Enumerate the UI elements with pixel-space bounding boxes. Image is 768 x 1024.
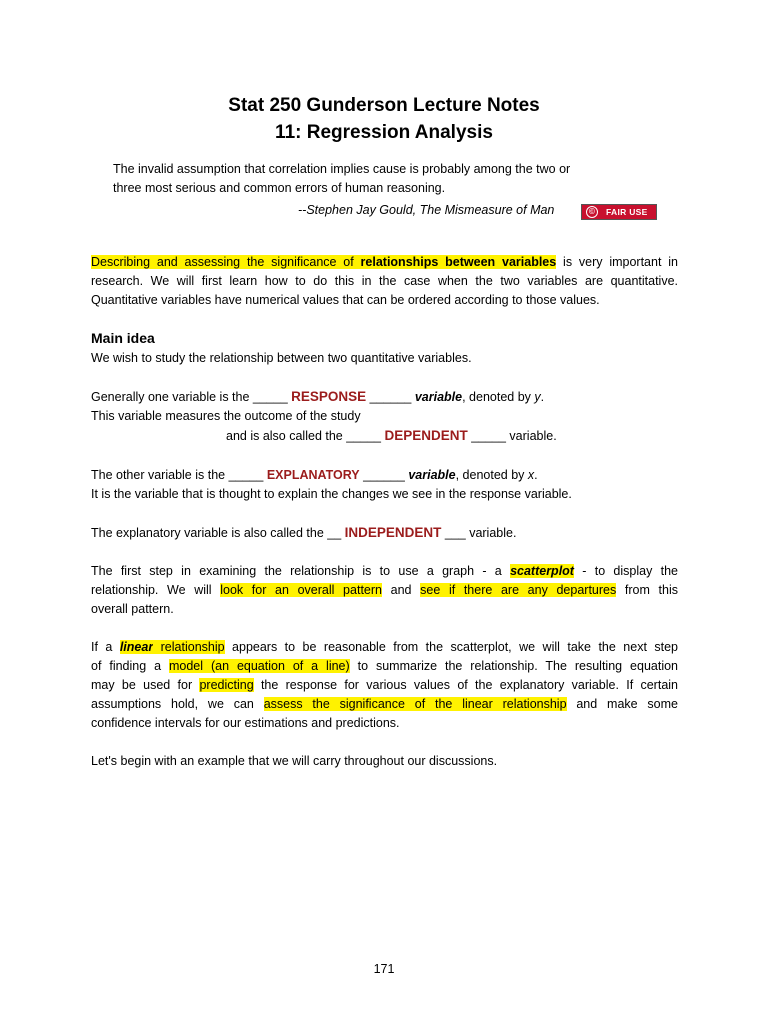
page-subtitle: 11: Regression Analysis (275, 122, 493, 143)
linear-line-2: of finding a model (an equation of a line) to summarize the relationship. The resulting equation (91, 659, 679, 673)
copyright-icon: © (586, 206, 598, 218)
quote-line-2: three most serious and common errors of human reasoning. (113, 181, 446, 195)
linear-line-3: may be used for predicting the response for various values of the explanatory variable. If certain (91, 678, 678, 692)
fair-use-badge (581, 204, 657, 220)
linear-line-1: If a linear relationship appears to be reasonable from the scatterplot, we will take the next step (91, 640, 678, 654)
independent-line: The explanatory variable is also called the __ INDEPENDENT ___ variable. (91, 525, 517, 540)
independent-term: INDEPENDENT (344, 525, 442, 540)
intro-line-1: Describing and assessing the significance of relationships between variables is very important in (91, 255, 678, 269)
page-number: 171 (373, 962, 395, 976)
dependent-line: and is also called the _____ DEPENDENT _____ variable. (226, 428, 557, 443)
main-idea-text: We wish to study the relationship between two quantitative variables. (91, 351, 472, 365)
explanatory-term: EXPLANATORY (266, 468, 360, 482)
explanatory-description: It is the variable that is thought to explain the changes we see in the response variable. (91, 487, 572, 501)
response-term: RESPONSE (291, 389, 367, 404)
quote-line-1: The invalid assumption that correlation implies cause is probably among the two or (113, 162, 571, 176)
page-title: Stat 250 Gunderson Lecture Notes (228, 95, 540, 116)
linear-line-4: assumptions hold, we can assess the significance of the linear relationship and make some (91, 697, 678, 711)
response-description: This variable measures the outcome of the study (91, 409, 361, 423)
scatter-line-2: relationship. We will look for an overall pattern and see if there are any departures from this (91, 583, 678, 597)
scatter-line-1: The first step in examining the relationship is to use a graph - a scatterplot - to display the (91, 564, 679, 578)
dependent-term: DEPENDENT (384, 428, 468, 443)
intro-line-3: Quantitative variables have numerical values that can be ordered according to those values. (91, 293, 600, 307)
scatter-line-3: overall pattern. (91, 602, 174, 616)
closing-text: Let's begin with an example that we will carry throughout our discussions. (91, 754, 498, 768)
linear-line-5: confidence intervals for our estimations and predictions. (91, 716, 400, 730)
main-idea-heading: Main idea (91, 330, 155, 346)
response-line: Generally one variable is the _____ RESPONSE ______ variable, denoted by y. (91, 389, 545, 404)
quote-attribution: --Stephen Jay Gould, The Mismeasure of Man (298, 203, 555, 217)
intro-line-2: research. We will first learn how to do this in the case when the two variables are quantitative. (91, 274, 678, 288)
explanatory-line: The other variable is the _____ EXPLANATORY ______ variable, denoted by x. (91, 468, 538, 482)
fair-use-label: FAIR USE (606, 207, 648, 217)
